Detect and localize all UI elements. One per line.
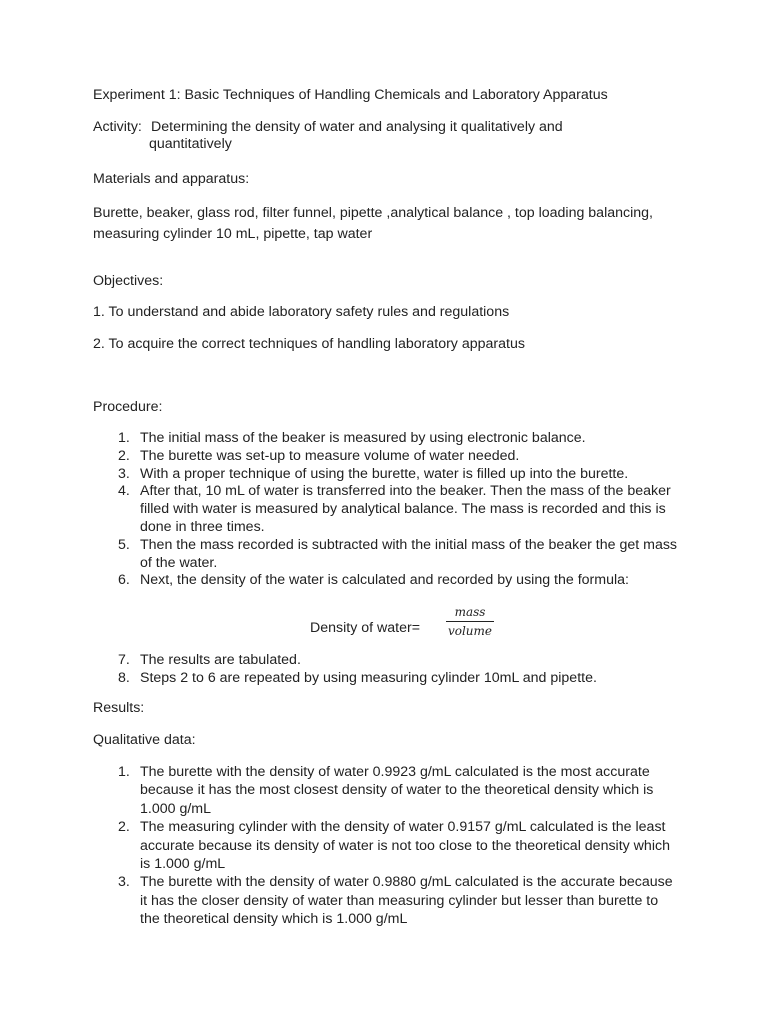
activity-label: Activity: [93,119,142,135]
item-text: The measuring cylinder with the density of water 0.9157 g/mL calculated is the least accurate because its density of water is not too close to the theoretical density which is 1.000 g/mL [140,819,670,873]
objectives-heading: Objectives: [93,273,164,289]
step-number: 4. [118,483,130,500]
step-number: 2. [118,447,130,464]
procedure-step [93,572,680,590]
item-number: 1. [118,764,130,780]
qualitative-item [93,873,680,928]
procedure-list-continued [93,652,680,688]
item-number: 3. [118,874,130,891]
procedure-step [93,652,680,670]
materials-list: Burette, beaker, glass rod, filter funnel, pipette ,analytical balance , top loading balancing, measuring cylinder 10 mL, pipette, tap water [93,205,653,242]
step-number: 7. [118,652,130,668]
procedure-list [93,430,680,590]
formula-label: Density of water= [310,620,421,636]
step-number: 6. [118,572,130,589]
step-number: 8. [118,669,130,686]
document-title: Experiment 1: Basic Techniques of Handling Chemicals and Laboratory Apparatus [93,87,608,103]
fraction-denominator: volume [447,624,493,638]
qualitative-item [93,763,680,818]
step-text: The results are tabulated. [140,652,301,668]
step-text: Then the mass recorded is subtracted with the initial mass of the beaker the get mass of the water. [140,536,678,571]
item-text: The burette with the density of water 0.9923 g/mL calculated is the most accurate because it has the most closest density of water to the theoretical density which is 1.000 g/mL [140,764,654,817]
step-text: The burette was set-up to measure volume of water needed. [140,447,520,464]
procedure-step [93,430,680,448]
materials-heading: Materials and apparatus: [93,171,250,187]
step-number: 3. [118,465,130,482]
step-text: With a proper technique of using the burette, water is filled up into the burette. [140,465,629,482]
procedure-step [93,466,680,484]
item-text: The burette with the density of water 0.9880 g/mL calculated is the accurate because it has the closer density of water than measuring cylinder but lesser than burette to the theoretical density which is 1.000 g/mL [140,874,673,928]
step-number: 1. [118,430,130,446]
step-text: After that, 10 mL of water is transferred into the beaker. Then the mass of the beaker filled with water is measured by analytical balance. The mass is recorded and this is done in three times. [140,483,671,535]
objective-item: 1. To understand and abide laboratory safety rules and regulations [93,304,510,320]
activity-text-line2: quantitatively [149,136,232,152]
step-text: Next, the density of the water is calculated and recorded by using the formula: [140,572,629,589]
fraction-numerator: mass [446,604,494,622]
procedure-step [93,670,680,688]
qualitative-list [93,763,680,929]
qualitative-heading: Qualitative data: [93,732,196,748]
procedure-heading: Procedure: [93,399,163,415]
step-text: The initial mass of the beaker is measured by using electronic balance. [140,430,586,446]
activity-text-line1: Determining the density of water and analysing it qualitatively and [151,119,563,135]
results-heading: Results: [93,700,145,716]
step-number: 5. [118,536,130,553]
density-fraction [446,604,494,639]
step-text: Steps 2 to 6 are repeated by using measuring cylinder 10mL and pipette. [140,669,597,686]
item-number: 2. [118,819,130,836]
procedure-step [93,483,680,536]
procedure-step [93,448,680,466]
qualitative-item [93,818,680,873]
procedure-step [93,537,680,573]
objective-item: 2. To acquire the correct techniques of handling laboratory apparatus [93,336,525,352]
